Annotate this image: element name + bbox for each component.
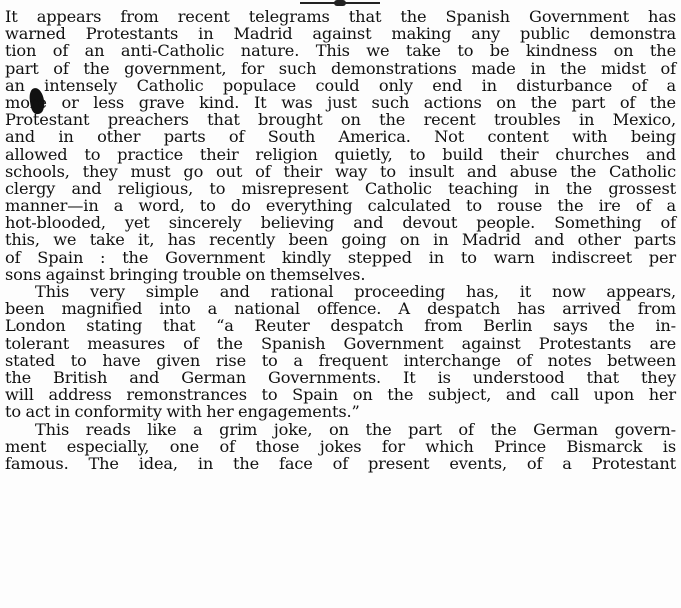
- text-line: tion of an anti-Catholic nature. This we take to be kindness on the: [5, 41, 676, 61]
- text-line: warned Protestants in Madrid against making any public demonstra: [5, 24, 676, 44]
- text-line: manner—in a word, to do everything calculated to rouse the ire of a: [5, 196, 676, 216]
- text-line: schools, they must go out of their way to insult and abuse the Catholic: [5, 161, 676, 181]
- text-line: this, we take it, has recently been going on in Madrid and other parts: [5, 230, 676, 250]
- paragraph-1: [5, 8, 676, 283]
- article-column: [5, 8, 676, 472]
- text-line: This very simple and rational proceeding has, it now appears,: [35, 282, 676, 301]
- text-line: clergy and religious, to misrepresent Catholic teaching in the grossest: [5, 178, 676, 198]
- text-line: London stating that “a Reuter despatch from Berlin says the in-: [5, 316, 676, 336]
- text-line: of Spain : the Government kindly stepped in to warn indiscreet per: [5, 247, 676, 267]
- text-line: It appears from recent telegrams that the Spanish Government has: [5, 7, 676, 26]
- text-line: sons against bringing trouble on themselves.: [5, 264, 366, 284]
- paragraph-3: [5, 421, 676, 473]
- text-line: ment especially, one of those jokes for which Prince Bismarck is: [5, 436, 676, 456]
- header-rule-ornament: [300, 0, 380, 6]
- text-line: the British and German Governments. It is understood that they: [5, 367, 676, 387]
- text-line: part of the government, for such demonstrations made in the midst of: [5, 58, 676, 78]
- text-line: and in other parts of South America. Not content with being: [5, 127, 676, 147]
- text-line: to act in conformity with her engagements.”: [5, 402, 360, 422]
- text-line: hot-blooded, yet sincerely believing and devout people. Something of: [5, 213, 676, 233]
- text-line: This reads like a grim joke, on the part of the German govern-: [35, 419, 676, 439]
- text-line: an intensely Catholic populace could only end in disturbance of a: [5, 75, 676, 95]
- text-line: tolerant measures of the Spanish Government against Protestants are: [5, 333, 676, 353]
- text-line: Protestant preachers that brought on the recent troubles in Mexico,: [5, 110, 676, 130]
- text-line: famous. The idea, in the face of present events, of a Protestant: [5, 453, 676, 473]
- text-line: allowed to practice their religion quietly, to build their churches and: [5, 144, 676, 164]
- paragraph-2: [5, 283, 676, 421]
- text-line: stated to have given rise to a frequent interchange of notes between: [5, 350, 676, 370]
- ornament-knot: [334, 0, 346, 6]
- text-line: will address remonstrances to Spain on the subject, and call upon her: [5, 385, 676, 405]
- text-line: been magnified into a national offence. A despatch has arrived from: [5, 299, 676, 319]
- text-line: more or less grave kind. It was just such actions on the part of the: [5, 92, 676, 112]
